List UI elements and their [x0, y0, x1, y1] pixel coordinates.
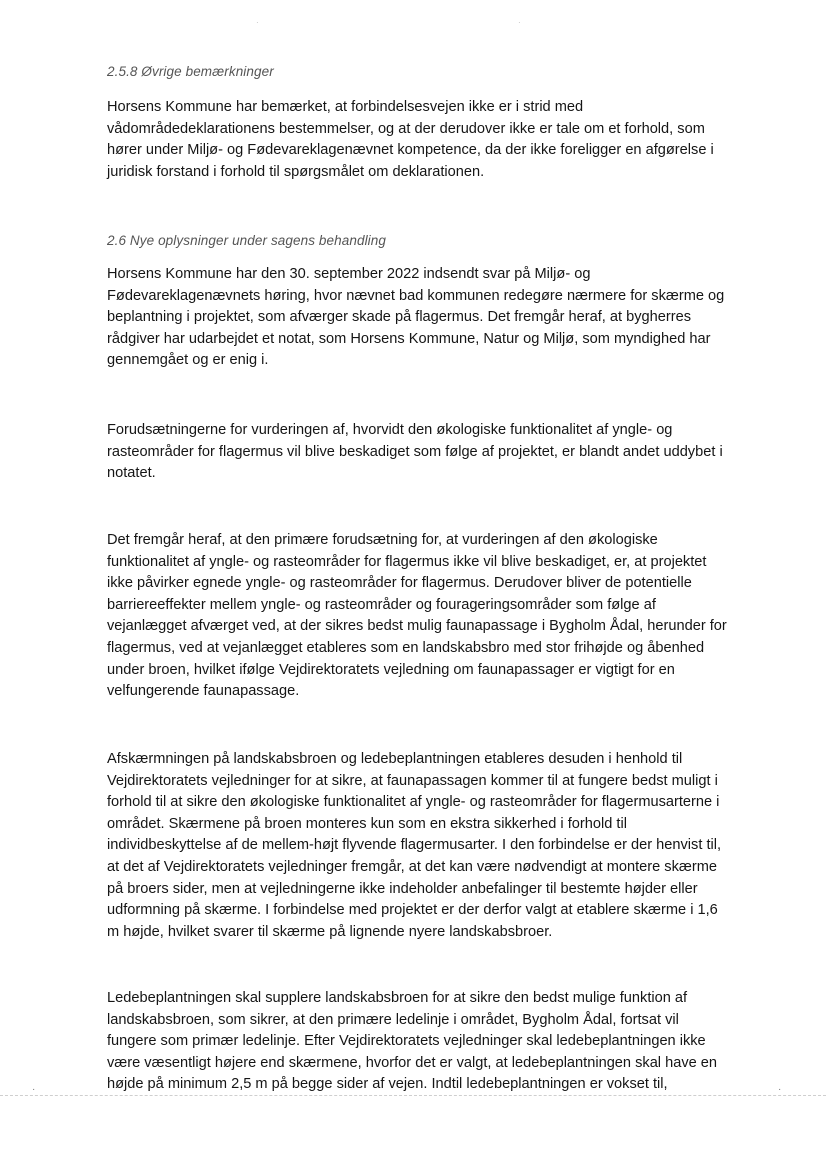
paragraph: Ledebeplantningen skal supplere landskabsbroen for at sikre den bedst mulige funktion af landskabsbroen, som sikrer, at den primære ledelinje i området, Bygholm Ådal, fortsat vil fungere som primær ledelinje. Efter Vejdirektoratets vejledninger skal ledebeplantningen ikke være væsentligt højere end skærmene, hvorfor det er valgt, at ledebeplantningen skal have en højde på minimum 2,5 m på begge sider af vejen. Indtil ledebeplantningen er vokset til, — [107, 990, 718, 1093]
paragraph: Horsens Kommune har bemærket, at forbindelsesvejen ikke er i strid med vådområdedeklarationens bestemmelser, og at der derudover ikke er tale om et forhold, som hører under Miljø- og Fødevareklagenævnet kompetence, da der ikke foreligger en afgørelse i juridisk forstand i forhold til spørgsmålet om deklarationen. — [107, 99, 714, 180]
paragraph: Forudsætningerne for vurderingen af, hvorvidt den økologiske funktionalitet af yngle- og rasteområder for flagermus vil blive beskadiget som følge af projektet, er blandt andet uddybet i notatet. — [107, 422, 723, 482]
paragraph: Afskærmningen på landskabsbroen og ledebeplantningen etableres desuden i henhold til Vejdirektoratets vejledninger for at sikre, at faunapassagen kommer til at fungere bedst muligt i forhold til at sikre den økologiske funktionalitet af yngle- og rasteområder for flagermusarterne i området. Skærmene på broen monteres kun som en ekstra sikkerhed i forhold til individbeskyttelse af de mellem-højt flyvende flagermusarter. I den forbindelse er der henvist til, at det af Vejdirektoratets vejledninger fremgår, at det kan være nødvendigt at montere skærme på broers sider, men at vejledningerne ikke indeholder anbefalinger til bestemte højder eller udformning på skærme. I forbindelse med projektet er der derfor valgt at etablere skærme i 1,6 m højde, hvilket svarer til skærme på lignende nyere landskabsbroer. — [107, 751, 722, 940]
scan-mark-left: · — [32, 1084, 36, 1095]
scan-speck: · — [518, 18, 521, 27]
scan-mark-right: · — [778, 1084, 782, 1095]
scan-speck: · — [256, 18, 259, 27]
scan-fold-line — [0, 1095, 826, 1096]
section-heading-2-5-8: 2.5.8 Øvrige bemærkninger — [107, 64, 274, 79]
section-heading-2-6: 2.6 Nye oplysninger under sagens behandling — [107, 233, 386, 248]
paragraph: Horsens Kommune har den 30. september 2022 indsendt svar på Miljø- og Fødevareklagenævnets høring, hvor nævnet bad kommunen redegøre nærmere for skærme og beplantning i projektet, som afværger skade på flagermus. Det fremgår heraf, at bygherres rådgiver har udarbejdet et notat, som Horsens Kommune, Natur og Miljø, som myndighed har gennemgået og er enig i. — [107, 266, 725, 369]
paragraph: Det fremgår heraf, at den primære forudsætning for, at vurderingen af den økologiske funktionalitet af yngle- og rasteområder for flagermus ikke vil blive beskadiget, er, at projektet ikke påvirker egnede yngle- og rasteområder for flagermus. Derudover bliver de potentielle barriereeffekter mellem yngle- og rasteområder og fourageringsområder som følge af vejanlægget afværget ved, at der sikres bedst mulig faunapassage i Bygholm Ådal, herunder for flagermus, ved at vejanlægget etableres som en landskabsbro med stor frihøjde og åbenhed under broen, hvilket ifølge Vejdirektoratets vejledning om faunapassager er vigtigt for en velfungerende faunapassage. — [107, 532, 727, 700]
